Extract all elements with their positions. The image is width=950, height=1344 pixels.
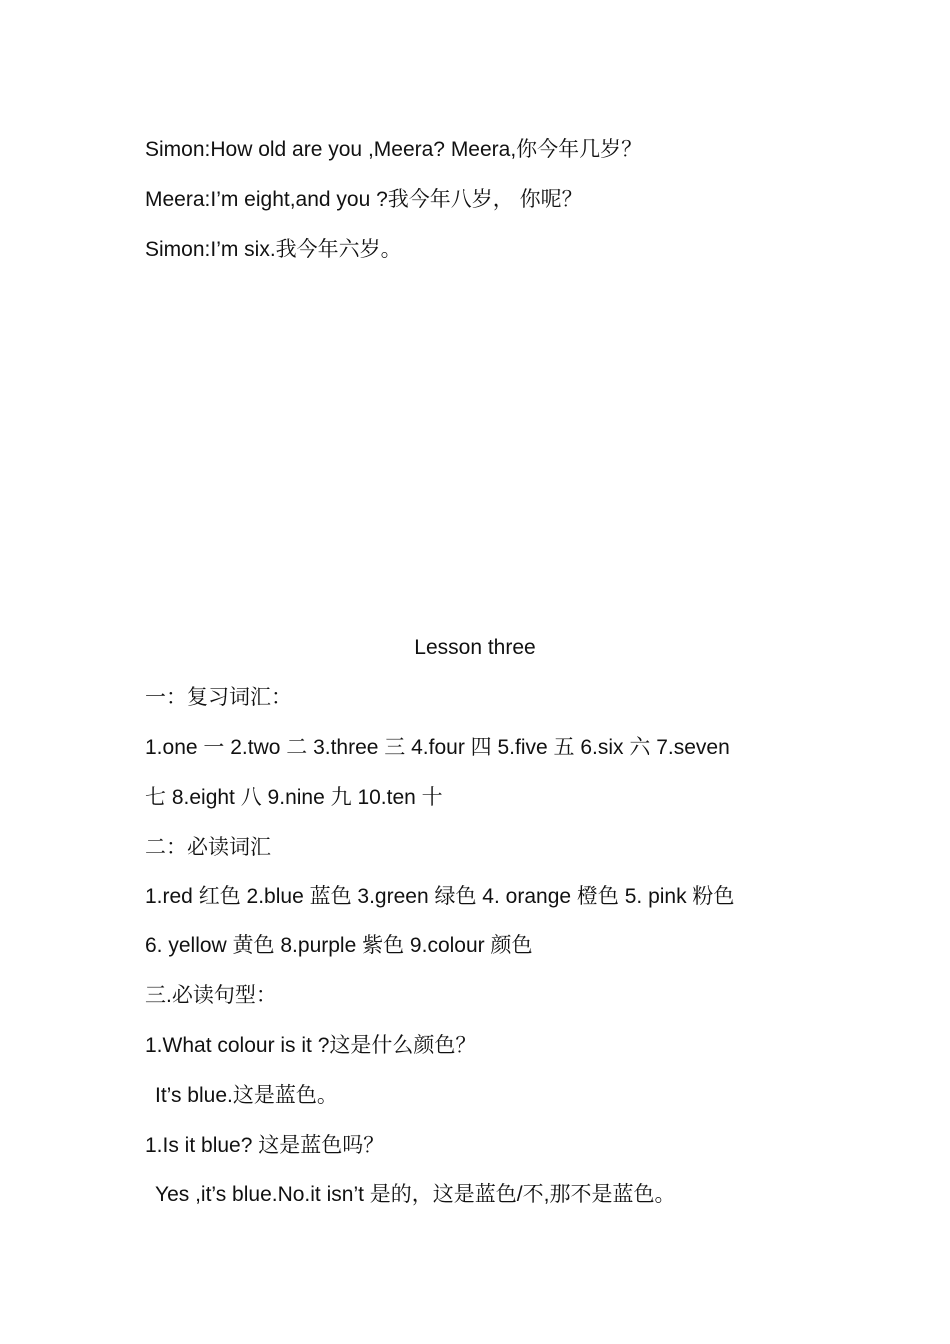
lesson-title: Lesson three [414,636,536,659]
dialogue-line-2: Meera:I’m eight,and you ?我今年八岁， 你呢？ [145,188,583,211]
dialogue-line-1: Simon:How old are you ,Meera? Meera,你今年几岁？ [145,138,643,161]
sentence-answer-1: It’s blue.这是蓝色。 [155,1084,338,1107]
dialogue-line-3: Simon:I’m six.我今年六岁。 [145,238,402,261]
sentence-answer-2: Yes ,it’s blue.No.it isn’t 是的，这是蓝色/不,那不是蓝色。 [155,1183,676,1206]
required-vocab-line-2: 6. yellow 黄色 8.purple 紫色 9.colour 颜色 [145,934,533,957]
review-vocab-line-1: 1.one 一 2.two 二 3.three 三 4.four 四 5.five 五 6.six 六 7.seven [145,736,730,759]
sentence-question-2: 1.Is it blue? 这是蓝色吗？ [145,1134,385,1157]
section2-heading: 二：必读词汇 [145,836,271,859]
sentence-question-1: 1.What colour is it ?这是什么颜色？ [145,1034,477,1057]
review-vocab-line-2: 七 8.eight 八 9.nine 九 10.ten 十 [145,786,443,809]
required-vocab-line-1: 1.red 红色 2.blue 蓝色 3.green 绿色 4. orange 橙色 5. pink 粉色 [145,885,735,908]
section3-heading: 三.必读句型： [145,984,277,1007]
section1-heading: 一：复习词汇： [145,686,292,709]
